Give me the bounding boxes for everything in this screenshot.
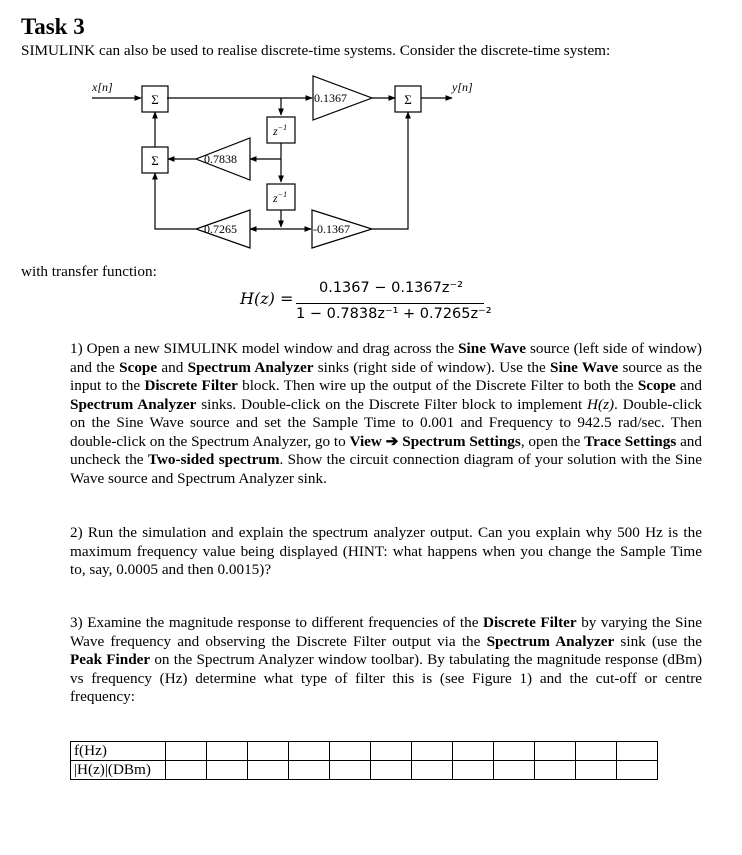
table-cell[interactable] <box>535 761 576 780</box>
table-cell[interactable] <box>330 761 371 780</box>
table-row <box>71 742 658 761</box>
gain-label-a2: 0.7265 <box>204 222 237 236</box>
table-cell[interactable] <box>494 742 535 761</box>
delay-label-2: $z^{-1}$ <box>273 190 288 205</box>
table-cell[interactable] <box>248 761 289 780</box>
table-cell[interactable] <box>494 761 535 780</box>
gain-label-b2: -0.1367 <box>313 222 350 236</box>
input-label: x[n] <box>92 80 113 94</box>
hz-denominator: 1 − 0.7838z⁻¹ + 0.7265z⁻² <box>296 306 492 322</box>
response-table <box>70 741 658 780</box>
table-cell[interactable] <box>371 761 412 780</box>
task-title: Task 3 <box>21 14 85 39</box>
table-cell[interactable] <box>289 761 330 780</box>
gain-label-b0: 0.1367 <box>314 91 347 105</box>
table-cell[interactable] <box>166 742 207 761</box>
sum-symbol-1: Σ <box>151 92 159 107</box>
table-cell[interactable] <box>371 742 412 761</box>
w-b2-sum3 <box>372 112 408 229</box>
question-1: 1) Open a new SIMULINK model window and drag across the Sine Wave source (left side of window) and the Scope and Spectrum Analyzer sinks (right side of window). Use the Sine Wave source as the input to the Discrete Filter block. Then wire up the output of the Discrete Filter to both the Scope and Spectrum Analyzer sinks. Double-click on the Discrete Filter block to implement H(z). Double-click on the Sine Wave source and set the Sample Time to 0.001 and Frequency to 942.5 rad/sec. Then double-click on the Spectrum Analyzer, go to View ➔ Spectrum Settings, open the Trace Settings and uncheck the Two-sided spectrum. Show the circuit connection diagram of your solution with the Sine Wave source and Spectrum Analyzer sink. <box>70 340 703 487</box>
question-3: 3) Examine the magnitude response to different frequencies of the Discrete Filter by varying the Sine Wave frequency and observing the Discrete Filter output via the Spectrum Analyzer sink (use the Peak Finder on the Spectrum Analyzer window toolbar). By tabulating the magnitude response (dBm) vs frequency (Hz) determine what type of filter this is (see Figure 1) and the cut-off or centre frequency: <box>70 614 702 705</box>
delay-label-1: $z^{-1}$ <box>273 123 288 138</box>
table-cell[interactable] <box>617 761 658 780</box>
block-diagram <box>0 70 742 250</box>
output-label: y[n] <box>452 80 473 94</box>
sum-symbol-2: Σ <box>151 153 159 168</box>
table-row <box>71 761 658 780</box>
table-cell[interactable] <box>576 761 617 780</box>
gain-label-a1: 0.7838 <box>204 152 237 166</box>
hz-fraction-bar <box>296 303 484 304</box>
table-cell[interactable] <box>453 761 494 780</box>
table-cell[interactable] <box>330 742 371 761</box>
question-2: 2) Run the simulation and explain the spectrum analyzer output. Can you explain why 500 Hz is the maximum frequency value being displayed (HINT: what happens when you change the Sample Time to, say, 0.0005 and then 0.0015)? <box>70 524 702 578</box>
table-cell[interactable] <box>535 742 576 761</box>
sum-symbol-3: Σ <box>404 92 412 107</box>
table-cell[interactable] <box>412 761 453 780</box>
hz-lhs: H(z) = <box>240 289 294 308</box>
row-label-frequency: f(Hz) <box>71 742 166 761</box>
table-cell[interactable] <box>207 761 248 780</box>
table-cell[interactable] <box>453 742 494 761</box>
table-cell[interactable] <box>248 742 289 761</box>
hz-numerator: 0.1367 − 0.1367z⁻² <box>319 280 463 296</box>
table-cell[interactable] <box>289 742 330 761</box>
transfer-function-label: with transfer function: <box>21 263 157 280</box>
table-cell[interactable] <box>576 742 617 761</box>
table-cell[interactable] <box>166 761 207 780</box>
table-cell[interactable] <box>617 742 658 761</box>
intro-text: SIMULINK can also be used to realise discrete-time systems. Consider the discrete-time system: <box>21 42 611 59</box>
table-cell[interactable] <box>207 742 248 761</box>
table-cell[interactable] <box>412 742 453 761</box>
row-label-magnitude: |H(z)|(DBm) <box>71 761 166 780</box>
w-a2-sum2 <box>155 173 196 229</box>
